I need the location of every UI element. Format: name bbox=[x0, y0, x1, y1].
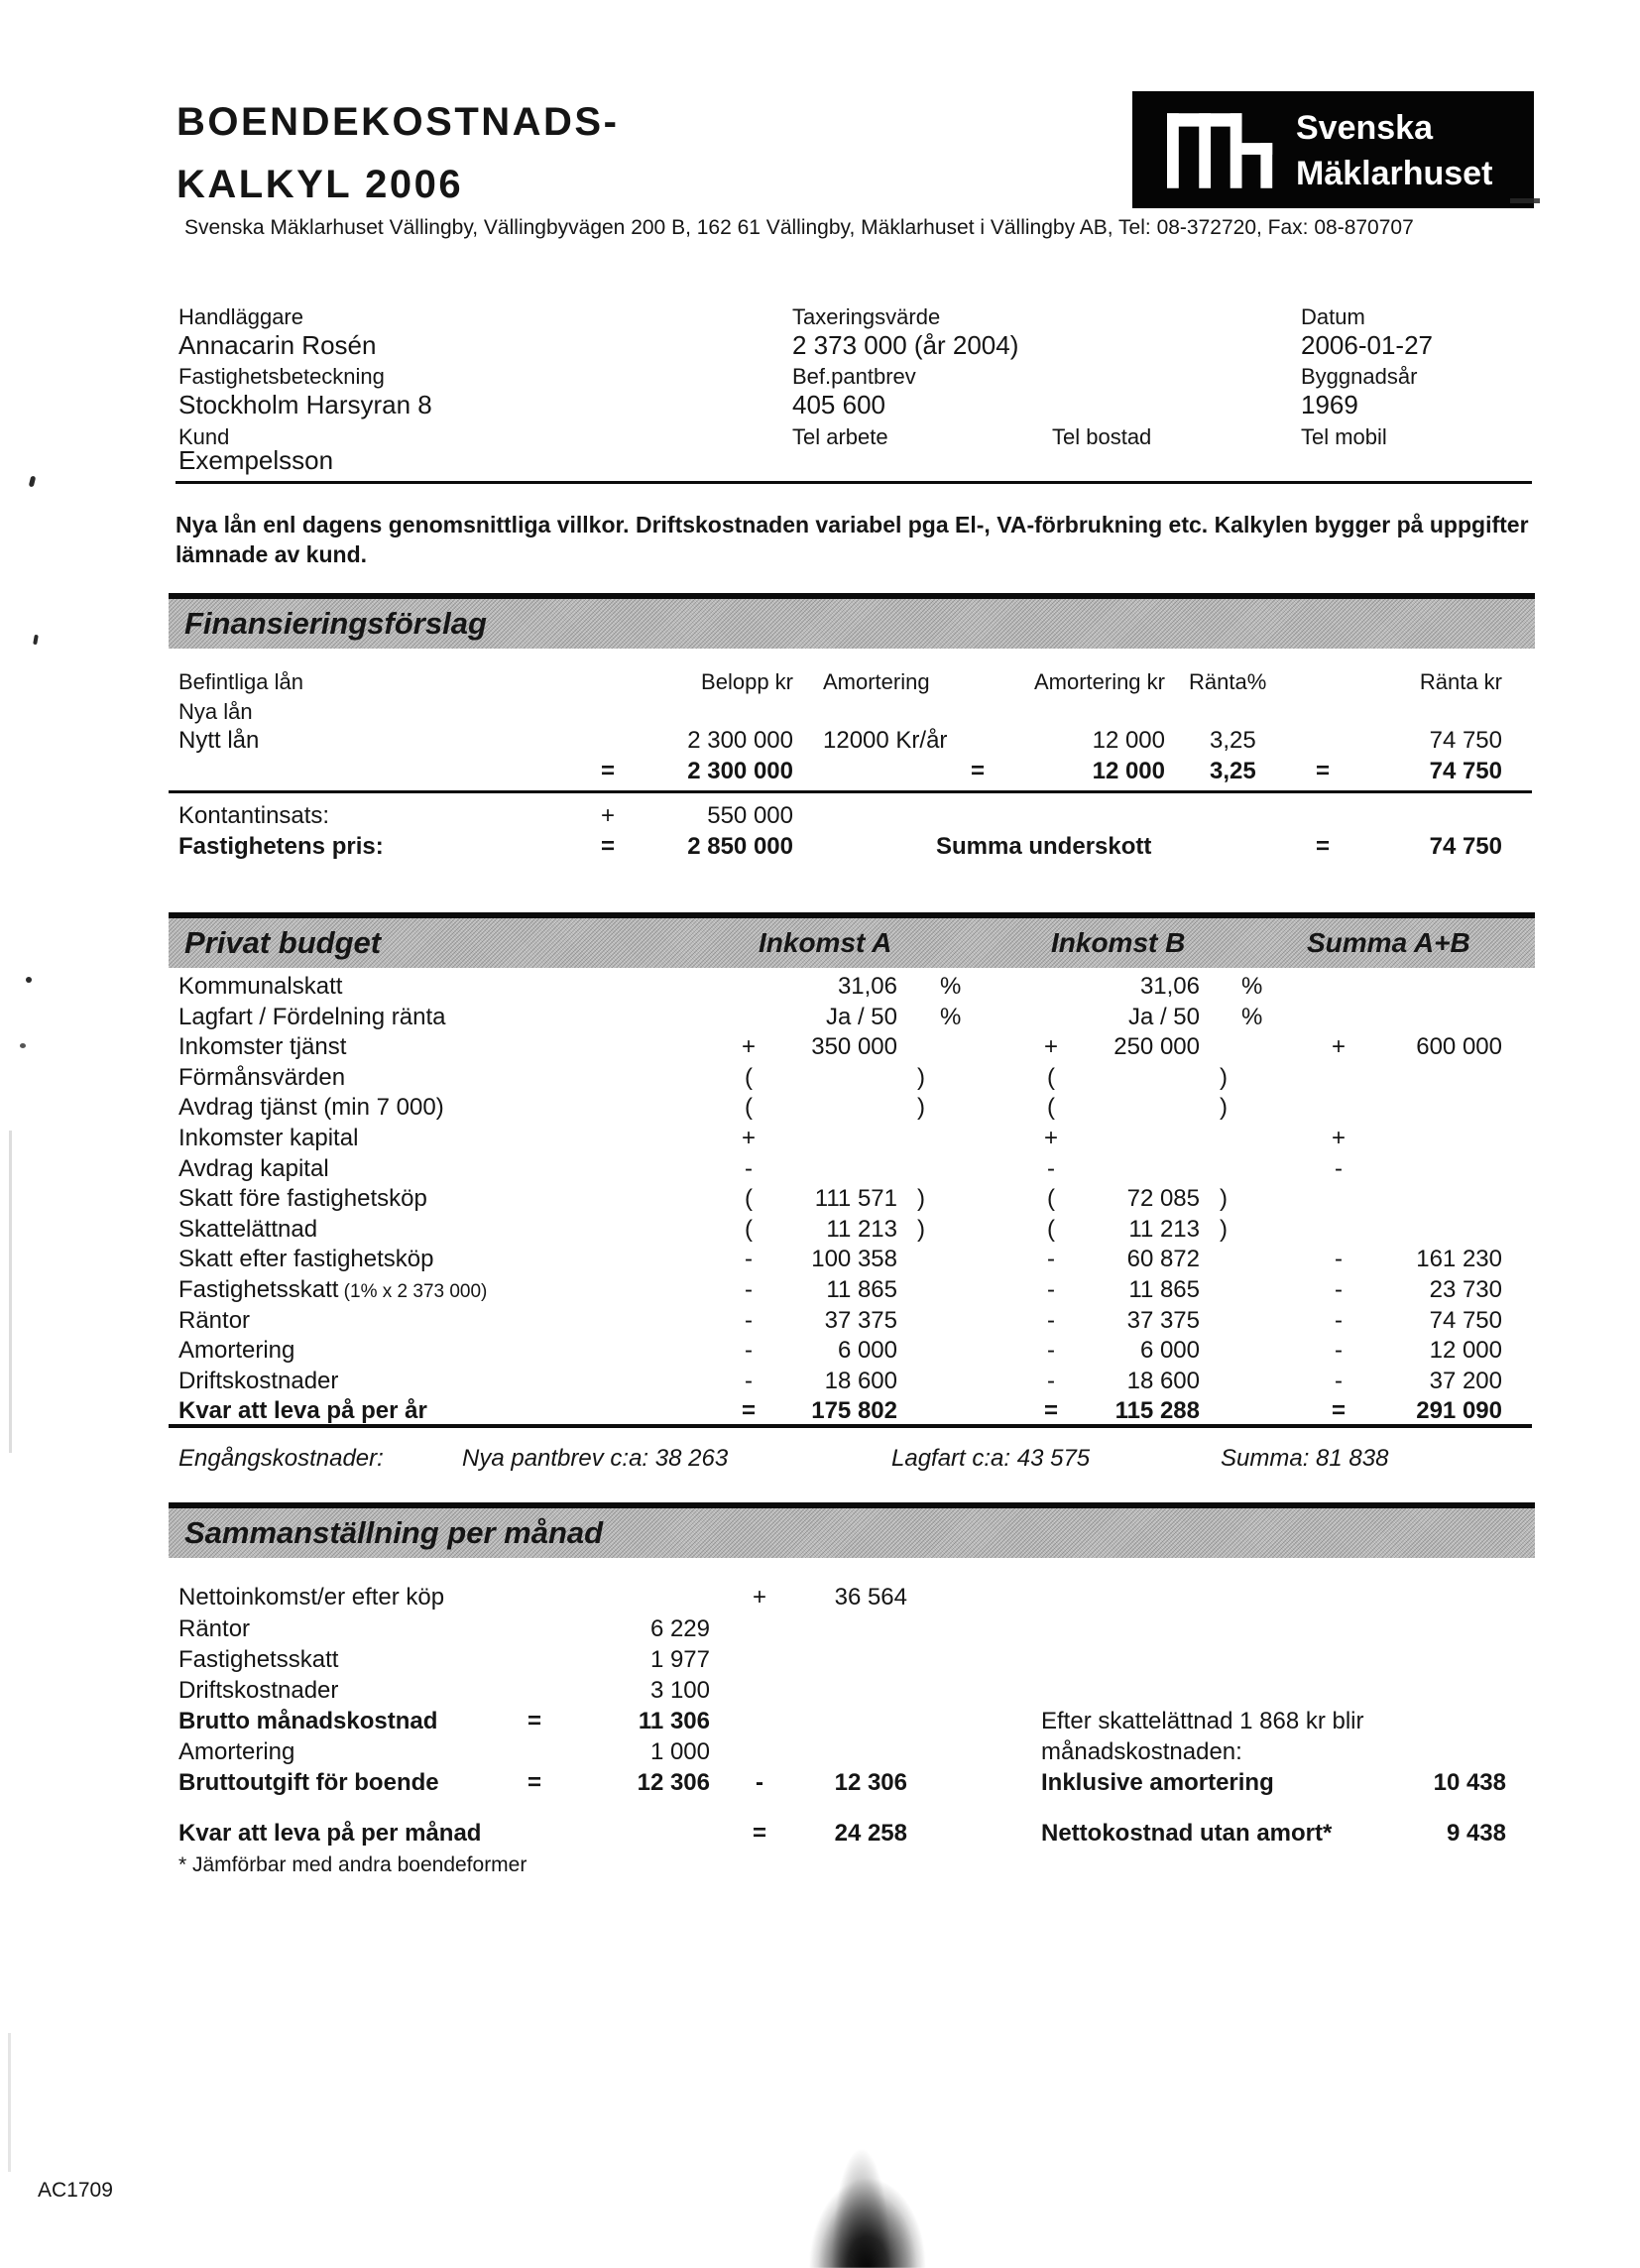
kontantinsats-value: 550 000 bbox=[707, 802, 793, 829]
col-sum-value: 161 230 bbox=[1416, 1246, 1502, 1272]
col-a-value: 6 000 bbox=[837, 1337, 897, 1364]
section-title-monthly: Sammanställning per månad bbox=[184, 1515, 604, 1550]
col-a-paren: ) bbox=[917, 1064, 925, 1091]
datum-value: 2006-01-27 bbox=[1301, 330, 1433, 360]
financing-header-amortering-kr: Amortering kr bbox=[1033, 669, 1165, 694]
col-a-sign: ( bbox=[745, 1216, 753, 1243]
divider bbox=[169, 1424, 1532, 1428]
onetime-lagfart: Lagfart c:a: 43 575 bbox=[891, 1445, 1091, 1472]
budget-row-label: Skatt före fastighetsköp bbox=[178, 1185, 427, 1212]
col-b-paren: ) bbox=[1220, 1064, 1228, 1091]
col-b-sign: = bbox=[1043, 1397, 1058, 1424]
page-title-line1: BOENDEKOSTNADS- bbox=[176, 100, 620, 144]
col-a-value: 31,06 bbox=[837, 973, 897, 1000]
col-a-sign: + bbox=[741, 1033, 756, 1060]
monthly-amount-gross: 1 000 bbox=[649, 1738, 710, 1765]
col-a-sign: - bbox=[745, 1276, 753, 1303]
col-a-sign: - bbox=[745, 1337, 753, 1364]
monthly-operator-sign: = bbox=[752, 1820, 766, 1847]
col-b-sign: - bbox=[1047, 1307, 1055, 1334]
col-a-value: 100 358 bbox=[811, 1246, 897, 1272]
col-sum-value: 23 730 bbox=[1429, 1276, 1502, 1303]
monthly-row-label: Brutto månadskostnad bbox=[178, 1708, 438, 1734]
divider bbox=[176, 481, 1532, 484]
monthly-note-value: 9 438 bbox=[1446, 1820, 1506, 1847]
loan-row-label: Nytt lån bbox=[178, 727, 260, 754]
col-b-sign: - bbox=[1047, 1337, 1055, 1364]
financing-header-amortering: Amortering bbox=[823, 669, 930, 694]
col-a-sign: ( bbox=[745, 1094, 753, 1121]
fastighetens-pris-value: 2 850 000 bbox=[687, 833, 793, 860]
byggnadsar-label: Byggnadsår bbox=[1301, 364, 1418, 389]
col-b-sign: - bbox=[1047, 1368, 1055, 1394]
logo-text-line2: Mäklarhuset bbox=[1296, 155, 1493, 192]
budget-row-label: Inkomster tjänst bbox=[178, 1033, 347, 1060]
col-b-sign: ( bbox=[1047, 1185, 1055, 1212]
col-b-value: 31,06 bbox=[1139, 973, 1200, 1000]
footnote: * Jämförbar med andra boendeformer bbox=[178, 1853, 527, 1876]
col-b-sign: + bbox=[1043, 1125, 1058, 1151]
monthly-row-label: Amortering bbox=[178, 1738, 295, 1765]
page-title-line2: KALKYL 2006 bbox=[176, 163, 464, 206]
budget-row-label: Amortering bbox=[178, 1337, 295, 1364]
col-a-value: 11 213 bbox=[826, 1216, 897, 1243]
loan-row-ranta-pct: 3,25 bbox=[1210, 727, 1256, 754]
monthly-note-text: Efter skattelättnad 1 868 kr blir bbox=[1041, 1708, 1364, 1734]
col-b-paren: ) bbox=[1220, 1216, 1228, 1243]
fastighetens-pris-sign: = bbox=[600, 833, 615, 860]
kontantinsats-sign: + bbox=[600, 802, 615, 829]
kund-value: Exempelsson bbox=[178, 445, 334, 475]
bef-pantbrev-label: Bef.pantbrev bbox=[792, 364, 916, 389]
col-b-value: 6 000 bbox=[1139, 1337, 1200, 1364]
section-band-monthly bbox=[169, 1502, 1535, 1558]
monthly-row-label: Driftskostnader bbox=[178, 1677, 339, 1704]
loan-row-amortering-kr: 12 000 bbox=[1092, 727, 1165, 754]
tel-bostad-label: Tel bostad bbox=[1052, 424, 1152, 449]
col-b-value: 250 000 bbox=[1113, 1033, 1200, 1060]
scan-artifact bbox=[33, 635, 39, 646]
loan-sum-amortering-kr: 12 000 bbox=[1092, 758, 1165, 784]
col-b-value: 18 600 bbox=[1126, 1368, 1200, 1394]
col-sum-sign: = bbox=[1331, 1397, 1346, 1424]
byggnadsar-value: 1969 bbox=[1301, 390, 1358, 419]
col-b-paren: ) bbox=[1220, 1094, 1228, 1121]
scan-artifact bbox=[9, 1131, 12, 1453]
col-b-value: 72 085 bbox=[1126, 1185, 1200, 1212]
monthly-operator-sign: + bbox=[752, 1584, 766, 1611]
col-b-value: 11 865 bbox=[1128, 1276, 1200, 1303]
monthly-note-label: Nettokostnad utan amort* bbox=[1041, 1820, 1333, 1847]
section-band-financing bbox=[169, 593, 1535, 649]
budget-row-label: Driftskostnader bbox=[178, 1368, 339, 1394]
loan-sum-ranta-pct: 3,25 bbox=[1210, 758, 1256, 784]
monthly-note-value: 10 438 bbox=[1433, 1769, 1506, 1796]
onetime-costs-label: Engångskostnader: bbox=[178, 1445, 384, 1472]
col-a-value: Ja / 50 bbox=[825, 1004, 897, 1030]
budget-row-label: Lagfart / Fördelning ränta bbox=[178, 1004, 446, 1030]
col-b-sign: ( bbox=[1047, 1216, 1055, 1243]
col-b-value: 37 375 bbox=[1126, 1307, 1200, 1334]
monthly-amount-gross: 6 229 bbox=[649, 1615, 710, 1642]
logo-text-line1: Svenska bbox=[1296, 109, 1433, 147]
col-sum-sign: - bbox=[1335, 1337, 1343, 1364]
doc-code: AC1709 bbox=[38, 2179, 113, 2202]
fastighetsbeteckning-label: Fastighetsbeteckning bbox=[178, 364, 385, 389]
col-sum-value: 74 750 bbox=[1429, 1307, 1502, 1334]
monthly-amount-gross: 11 306 bbox=[638, 1708, 710, 1734]
col-sum-value: 600 000 bbox=[1416, 1033, 1502, 1060]
summa-underskott-label: Summa underskott bbox=[936, 833, 1152, 860]
divider bbox=[169, 790, 1532, 793]
budget-col-a-header: Inkomst A bbox=[759, 927, 892, 958]
monthly-operator-sign: - bbox=[756, 1769, 763, 1796]
col-b-unit: % bbox=[1241, 1004, 1263, 1030]
monthly-equals-sign: = bbox=[527, 1708, 541, 1734]
budget-row-label: Avdrag tjänst (min 7 000) bbox=[178, 1094, 444, 1121]
col-sum-value: 291 090 bbox=[1416, 1397, 1502, 1424]
monthly-row-label: Räntor bbox=[178, 1615, 251, 1642]
loan-row-belopp: 2 300 000 bbox=[687, 727, 793, 754]
tel-mobil-label: Tel mobil bbox=[1301, 424, 1387, 449]
monthly-amount-gross: 12 306 bbox=[637, 1769, 710, 1796]
tel-arbete-label: Tel arbete bbox=[792, 424, 888, 449]
col-sum-sign: - bbox=[1335, 1276, 1343, 1303]
section-band-budget bbox=[169, 912, 1535, 968]
col-b-sign: - bbox=[1047, 1246, 1055, 1272]
col-b-sign: - bbox=[1047, 1276, 1055, 1303]
monthly-amount-gross: 3 100 bbox=[649, 1677, 710, 1704]
col-a-sign: - bbox=[745, 1307, 753, 1334]
monthly-amount-gross: 1 977 bbox=[649, 1646, 710, 1673]
col-b-value: 11 213 bbox=[1128, 1216, 1200, 1243]
monthly-amount-net: 24 258 bbox=[834, 1820, 907, 1847]
monthly-note-label: Inklusive amortering bbox=[1041, 1769, 1274, 1796]
loan-row-amortering: 12000 Kr/år bbox=[823, 727, 948, 754]
budget-row-label: Skattelättnad bbox=[178, 1216, 318, 1243]
scan-smudge bbox=[788, 2081, 947, 2268]
col-a-paren: ) bbox=[917, 1216, 925, 1243]
col-b-sign: - bbox=[1047, 1155, 1055, 1182]
monthly-row-label: Nettoinkomst/er efter köp bbox=[178, 1584, 445, 1611]
loan-sum-sign2: = bbox=[970, 758, 985, 784]
summa-underskott-sign: = bbox=[1315, 833, 1330, 860]
loan-sum-belopp: 2 300 000 bbox=[687, 758, 793, 784]
loan-sum-ranta-kr: 74 750 bbox=[1429, 758, 1502, 784]
col-b-sign: + bbox=[1043, 1033, 1058, 1060]
col-a-paren: ) bbox=[917, 1185, 925, 1212]
fastighetens-pris-label: Fastighetens pris: bbox=[178, 833, 384, 860]
budget-col-sum-header: Summa A+B bbox=[1307, 927, 1470, 958]
col-a-sign: + bbox=[741, 1125, 756, 1151]
col-sum-sign: + bbox=[1331, 1125, 1346, 1151]
section-title-budget: Privat budget bbox=[184, 925, 382, 960]
mh-logo-icon bbox=[1167, 111, 1284, 190]
budget-row-label-small: (1% x 2 373 000) bbox=[338, 1281, 488, 1302]
scan-artifact bbox=[8, 2033, 11, 2172]
col-a-value: 37 375 bbox=[824, 1307, 897, 1334]
col-b-sign: ( bbox=[1047, 1064, 1055, 1091]
monthly-note-text: månadskostnaden: bbox=[1041, 1738, 1242, 1765]
scan-artifact bbox=[26, 977, 32, 983]
col-a-sign: ( bbox=[745, 1064, 753, 1091]
scan-artifact bbox=[20, 1043, 26, 1048]
handlaggare-value: Annacarin Rosén bbox=[178, 330, 377, 360]
col-a-sign: = bbox=[741, 1397, 756, 1424]
loan-row-ranta-kr: 74 750 bbox=[1429, 727, 1502, 754]
kontantinsats-label: Kontantinsats: bbox=[178, 802, 330, 829]
onetime-summa: Summa: 81 838 bbox=[1221, 1445, 1389, 1472]
col-sum-sign: - bbox=[1335, 1307, 1343, 1334]
col-a-paren: ) bbox=[917, 1094, 925, 1121]
budget-col-b-header: Inkomst B bbox=[1051, 927, 1186, 958]
handlaggare-label: Handläggare bbox=[178, 304, 303, 329]
taxeringsvarde-label: Taxeringsvärde bbox=[792, 304, 941, 329]
budget-row-label: Kvar att leva på per år bbox=[178, 1397, 427, 1424]
col-sum-sign: - bbox=[1335, 1155, 1343, 1182]
col-b-unit: % bbox=[1241, 973, 1263, 1000]
summa-underskott-value: 74 750 bbox=[1429, 833, 1502, 860]
col-a-sign: - bbox=[745, 1246, 753, 1272]
monthly-amount-net: 36 564 bbox=[834, 1584, 907, 1611]
col-b-value: Ja / 50 bbox=[1127, 1004, 1200, 1030]
col-b-sign: ( bbox=[1047, 1094, 1055, 1121]
taxeringsvarde-value: 2 373 000 (år 2004) bbox=[792, 330, 1019, 360]
financing-subheader: Nya lån bbox=[178, 699, 253, 724]
col-a-value: 350 000 bbox=[811, 1033, 897, 1060]
col-a-unit: % bbox=[940, 1004, 962, 1030]
col-a-sign: - bbox=[745, 1368, 753, 1394]
monthly-equals-sign: = bbox=[527, 1769, 541, 1796]
financing-header-ranta-pct: Ränta% bbox=[1189, 669, 1267, 694]
col-a-unit: % bbox=[940, 973, 962, 1000]
col-b-value: 60 872 bbox=[1126, 1246, 1200, 1272]
col-b-paren: ) bbox=[1220, 1185, 1228, 1212]
col-sum-value: 37 200 bbox=[1429, 1368, 1502, 1394]
col-a-value: 111 571 bbox=[814, 1185, 897, 1212]
company-logo bbox=[1132, 91, 1534, 208]
financing-header-ranta-kr: Ränta kr bbox=[1419, 669, 1502, 694]
section-title-financing: Finansieringsförslag bbox=[184, 606, 487, 641]
fastighetsbeteckning-value: Stockholm Harsyran 8 bbox=[178, 390, 432, 419]
budget-row-label: Inkomster kapital bbox=[178, 1125, 359, 1151]
monthly-row-label: Bruttoutgift för boende bbox=[178, 1769, 439, 1796]
budget-row-label: Räntor bbox=[178, 1307, 251, 1334]
budget-row-label: Skatt efter fastighetsköp bbox=[178, 1246, 434, 1272]
financing-header-belopp: Belopp kr bbox=[701, 669, 793, 694]
scan-artifact bbox=[29, 476, 37, 488]
bef-pantbrev-value: 405 600 bbox=[792, 390, 885, 419]
col-a-sign: - bbox=[745, 1155, 753, 1182]
col-sum-sign: - bbox=[1335, 1246, 1343, 1272]
col-a-sign: ( bbox=[745, 1185, 753, 1212]
onetime-pantbrev: Nya pantbrev c:a: 38 263 bbox=[462, 1445, 729, 1472]
budget-row-label: Fastighetsskatt (1% x 2 373 000) bbox=[178, 1276, 488, 1303]
company-address: Svenska Mäklarhuset Vällingby, Vällingbyvägen 200 B, 162 61 Vällingby, Mäklarhuset i Vällingby AB, Tel: 08-372720, Fax: 08-870707 bbox=[184, 216, 1414, 239]
budget-row-label: Förmånsvärden bbox=[178, 1064, 346, 1091]
loan-sum-sign3: = bbox=[1315, 758, 1330, 784]
col-sum-value: 12 000 bbox=[1429, 1337, 1502, 1364]
col-a-value: 11 865 bbox=[826, 1276, 897, 1303]
budget-row-label: Avdrag kapital bbox=[178, 1155, 329, 1182]
col-b-value: 115 288 bbox=[1114, 1397, 1200, 1424]
budget-row-label: Kommunalskatt bbox=[178, 973, 343, 1000]
calculation-note: Nya lån enl dagens genomsnittliga villkor. Driftskostnaden variabel pga El-, VA-förbrukning etc. Kalkylen bygger på uppgifter lämnade av kund. bbox=[176, 512, 1529, 567]
col-a-value: 18 600 bbox=[824, 1368, 897, 1394]
col-sum-sign: - bbox=[1335, 1368, 1343, 1394]
kund-label: Kund bbox=[178, 424, 230, 449]
monthly-row-label: Kvar att leva på per månad bbox=[178, 1820, 482, 1847]
col-a-value: 175 802 bbox=[811, 1397, 897, 1424]
monthly-row-label: Fastighetsskatt bbox=[178, 1646, 339, 1673]
datum-label: Datum bbox=[1301, 304, 1365, 329]
monthly-amount-net: 12 306 bbox=[834, 1769, 907, 1796]
financing-header-col1: Befintliga lån bbox=[178, 669, 303, 694]
scan-artifact bbox=[1510, 198, 1540, 203]
loan-sum-sign1: = bbox=[600, 758, 615, 784]
col-sum-sign: + bbox=[1331, 1033, 1346, 1060]
